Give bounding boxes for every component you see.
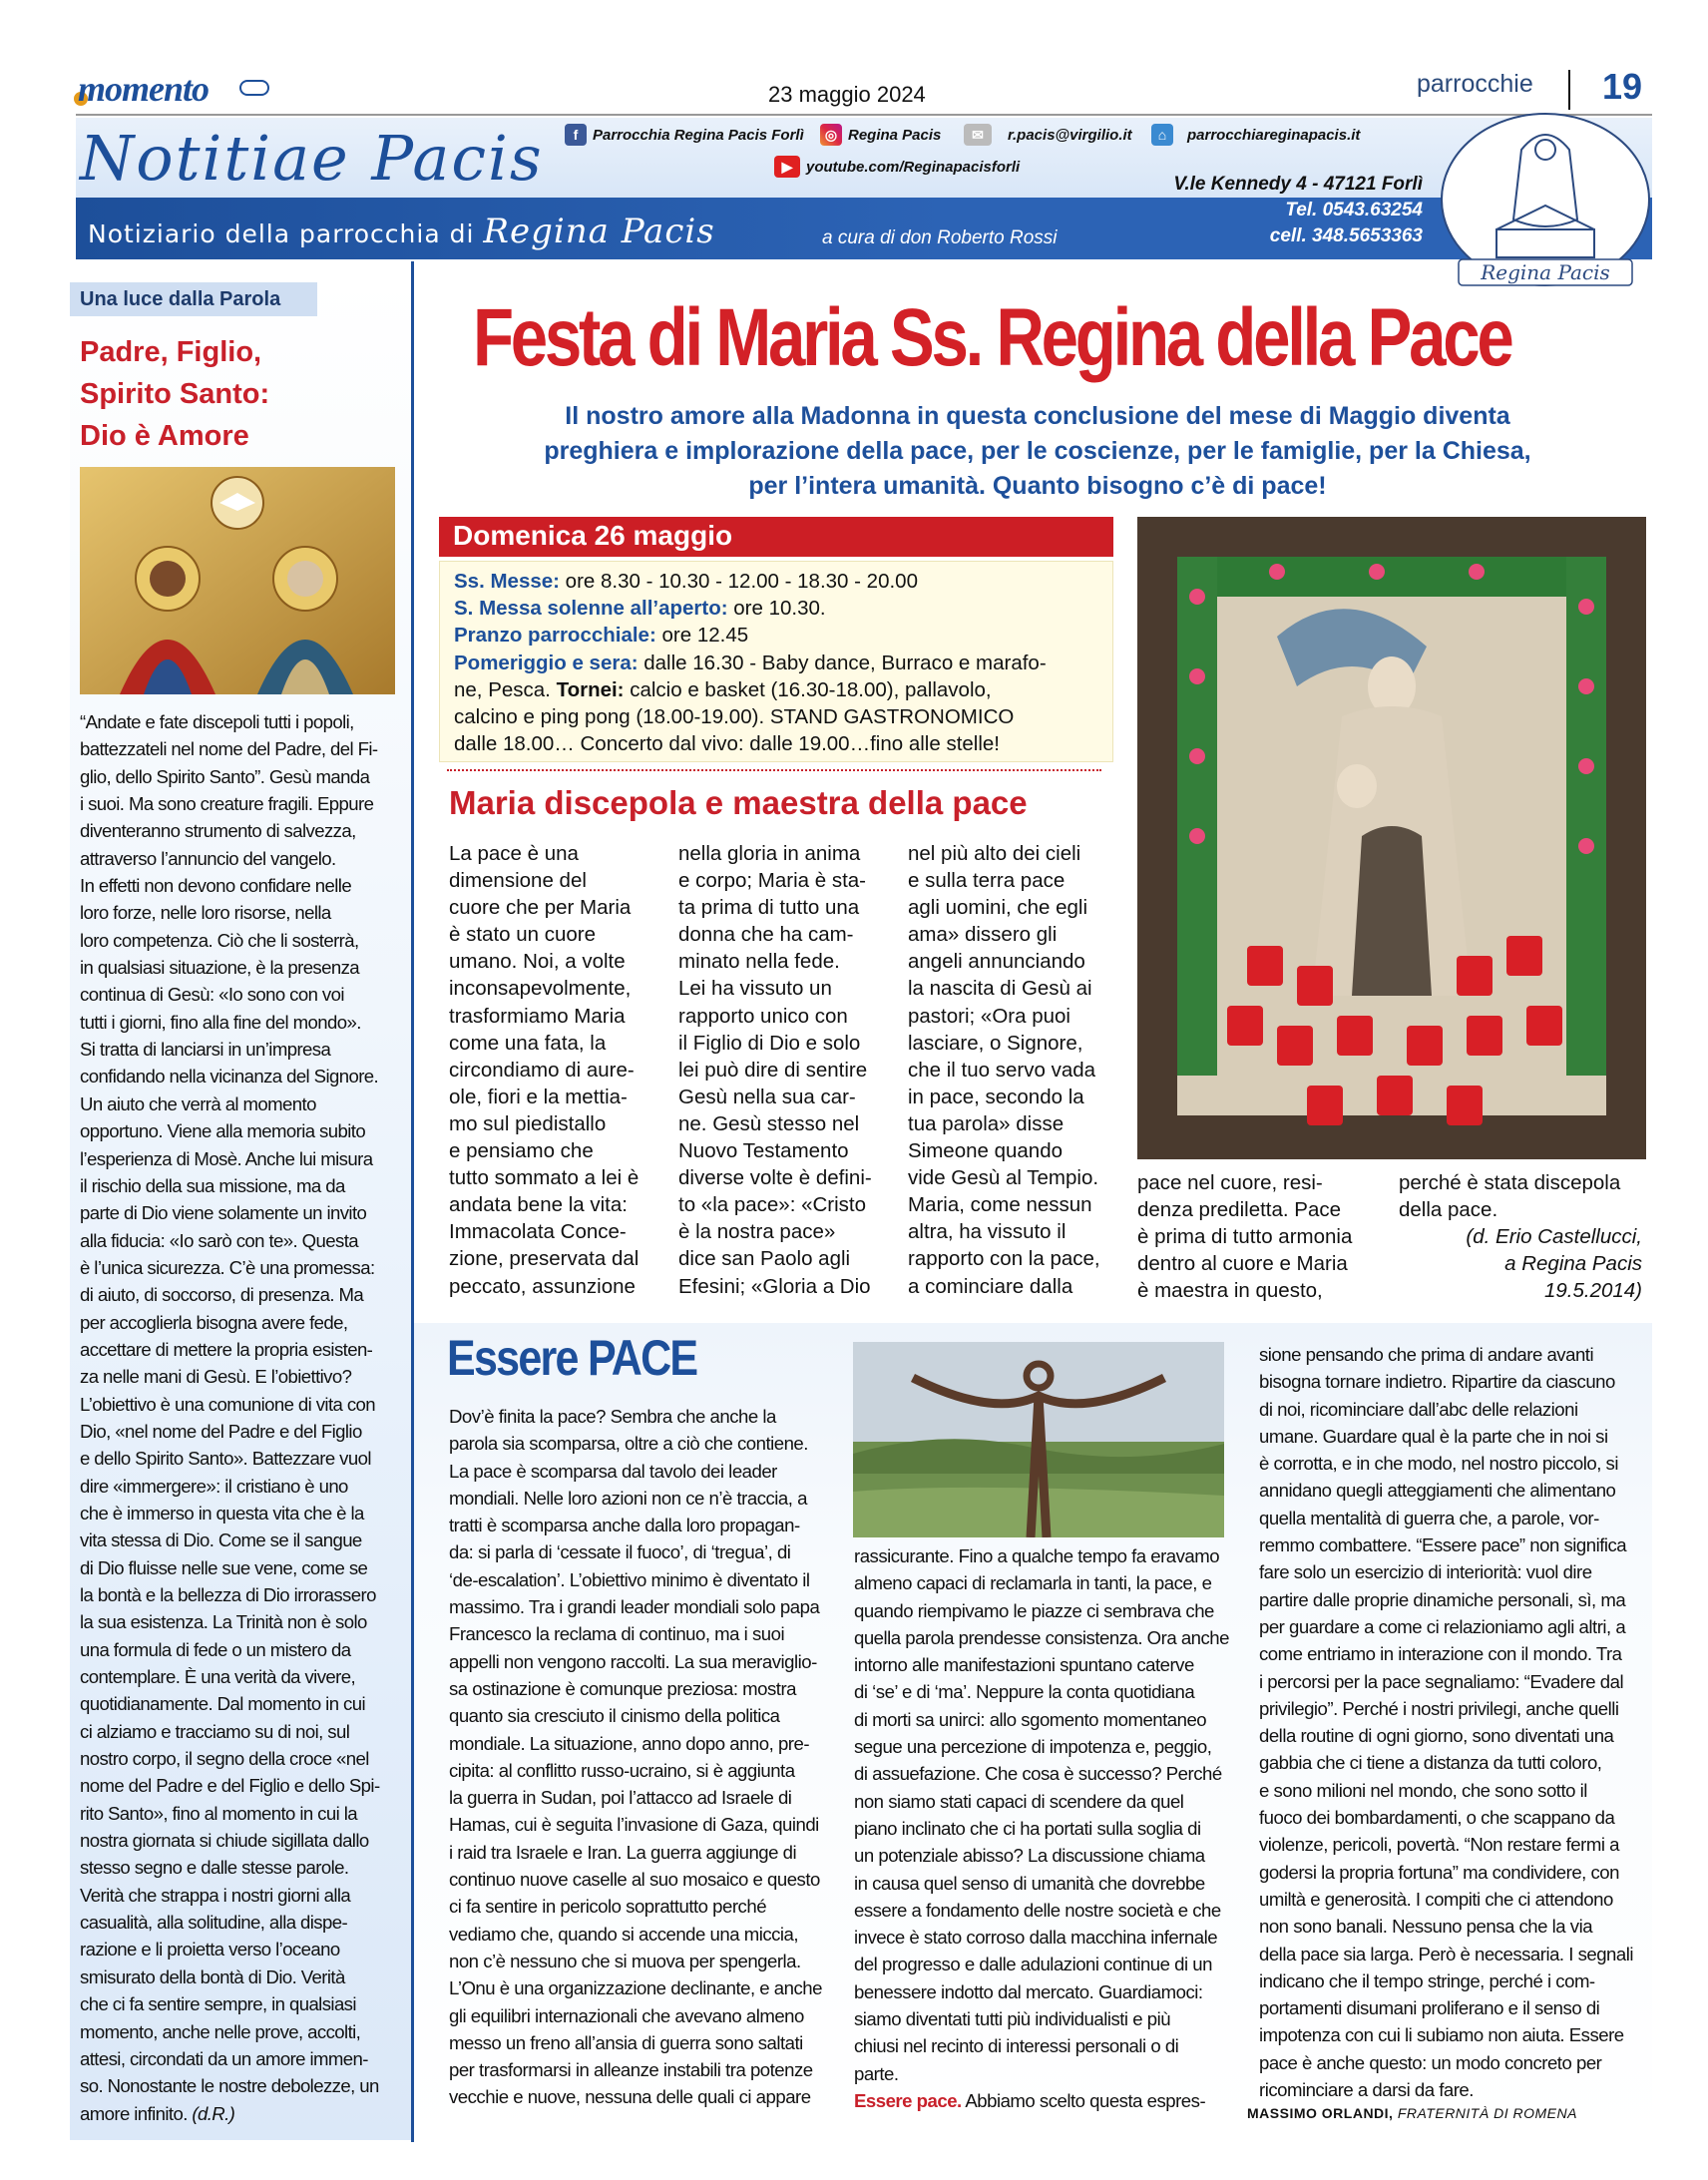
pace-line: remmo combattere. “Essere pace” non significa [1259,1534,1627,1556]
article-column [678,840,872,1300]
article-line: zione, preservata dal [449,1247,640,1271]
left-text-line: e dello Spirito Santo». Battezzare vuol [80,1448,371,1470]
event-schedule [439,561,1113,762]
pace-line: parte. [854,2062,899,2084]
left-text-line: dire «immergere»: il cristiano è uno [80,1475,348,1497]
pace-line: la guerra in Sudan, poi l’attacco ad Israele di [449,1787,792,1809]
left-heading [80,331,399,457]
pace-line: quella mentalità di guerra che, a parole, vor- [1259,1507,1599,1528]
website-link[interactable] [1151,124,1360,146]
article-line: trasformiamo Maria [449,1004,626,1028]
pace-line: quella parola prendesse consistenza. Ora anche [854,1626,1229,1648]
schedule-value: ore 8.30 - 10.30 - 12.00 - 18.30 - 20.00 [559,570,918,593]
left-text-line: per accoglierla bisogna avere fede, [80,1311,348,1333]
credit-line: a Regina Pacis [1504,1252,1642,1276]
article-line: il Figlio di Dio e solo [678,1031,861,1055]
left-text-line: attesi, circondati da un amore immen- [80,2047,368,2069]
pace-emphasis: Essere pace. [854,2089,962,2111]
left-text-line: l’esperienza di Mosè. Anche lui misura [80,1147,373,1169]
feature-title: Festa di Maria Ss. Regina della Pace [473,292,1511,383]
schedule-value: ore 10.30. [727,597,826,621]
section-divider [1568,70,1570,110]
pace-line: della pace sia larga. Però è necessaria. I segnali [1259,1943,1634,1964]
article-line: è prima di tutto armonia [1137,1225,1353,1249]
rubric-label: Una luce dalla Parola [70,282,317,316]
left-text-line: parte di Dio viene solamente un invito [80,1202,367,1224]
left-text-line: Dio, «nel nome del Padre e del Figlio [80,1420,362,1442]
article-column [449,840,639,1300]
article-line: e corpo; Maria è sta- [678,869,866,893]
left-text-line: alla fiducia: «Io sarò con te». Questa [80,1229,359,1251]
left-text-line: quotidianamente. Dal momento in cui [80,1693,365,1715]
pace-line: fare solo un esercizio di interiorità: vuol dire [1259,1561,1592,1583]
page-number: 19 [1602,66,1643,107]
left-text-line: smisurato della bontà di Dio. Verità [80,1965,345,1987]
article-line: inconsapevolmente, [449,977,632,1001]
pace-line: e sono milioni nel mondo, che sono sotto il [1259,1779,1587,1801]
article-line: andata bene la vita: [449,1193,628,1217]
article-line: dimensione del [449,869,587,893]
left-text-line: è l’unica sicurezza. C’è una promessa: [80,1256,375,1278]
left-text-line: in qualsiasi situazione, è la presenza [80,957,360,979]
credit-line: (d. Erio Castellucci, [1466,1225,1642,1248]
pace-line: gli equilibri internazionali che avevano almeno [449,2004,804,2026]
pace-line: massimo. Tra i grandi leader mondiali solo papa [449,1596,820,1618]
article-line: mo sul piedistallo [449,1111,607,1135]
pace-column [1259,1341,1633,2103]
parish-emblem [1437,110,1654,294]
article-column [1137,1169,1352,1304]
article-line: ta prima di tutto una [678,896,860,920]
pace-line: di ‘se’ e di ‘ma’. Neppure la conta quotidiana [854,1681,1195,1703]
article-line: tutto sommato a lei è [449,1166,640,1190]
pace-line: quando riempivamo le piazze ci sembrava che [854,1599,1214,1621]
article-line: in pace, secondo la [908,1085,1084,1108]
left-text-line: “Andate e fate discepoli tutti i popoli, [80,711,354,732]
left-text-line: Verità che strappa i nostri giorni alla [80,1884,351,1906]
cross-sculpture-photo [853,1342,1224,1537]
article-line: perché è stata discepola [1399,1171,1621,1194]
pace-line: almeno capaci di reclamarla in tanti, la pace, e [854,1572,1212,1594]
left-text-line: Si tratta di lanciarsi in un’impresa [80,1039,331,1061]
article-line: umano. Noi, a volte [449,950,626,974]
brand-logo: momento [78,69,210,109]
left-text-line: amore infinito. (d.R.) [80,2102,235,2124]
article-line: circondiamo di aure- [449,1058,635,1082]
youtube-link[interactable] [774,156,1020,178]
pace-line: Dov’è finita la pace? Sembra che anche la [449,1406,776,1427]
pace-line: ci fa sentire in pericolo soprattutto perché [449,1896,767,1918]
left-text-line: loro competenza. Ciò che li sosterrà, [80,929,359,951]
article-line: Maria, come nessun [908,1193,1092,1217]
dotted-divider [447,769,1101,771]
pace-line: intorno alle manifestazioni spuntano caterve [854,1654,1194,1676]
feature-subtitle-line: preghiera e implorazione della pace, per le coscienze, per le famiglie, per la Chiesa, [544,437,1531,465]
curator: a cura di don Roberto Rossi [822,227,1058,248]
left-text-line: che è immerso in questa vita che è la [80,1502,364,1524]
schedule-key: Pranzo parrocchiale: [454,624,656,648]
article-line: della pace. [1399,1198,1498,1222]
facebook-link[interactable] [565,124,804,146]
article-line: dice san Paolo agli [678,1247,851,1271]
left-text-line: confidando nella vicinanza del Signore. [80,1066,379,1088]
pace-line: mondiali. Nelle loro azioni non ce n’è traccia, a [449,1487,807,1509]
left-text-line: razione e li proietta verso l’oceano [80,1939,340,1961]
pace-line: Hamas, cui è seguita l’invasione di Gaza, quindi [449,1814,819,1836]
article-column [908,840,1100,1300]
pace-line: essere a fondamento delle nostre società e che [854,1899,1221,1921]
left-text-line: di Dio fluisse nelle sue vene, come se [80,1556,368,1578]
left-article-text [80,708,409,2127]
pace-line: gabbia che ci tiene a distanza da tutti coloro, [1259,1752,1602,1774]
pace-line: sa ostinazione è comunque preziosa: mostra [449,1677,796,1699]
article-line: tua parola» disse [908,1111,1065,1135]
pace-line: come entriamo in interazione con il mondo. Tra [1259,1643,1622,1665]
article-line: è stato un cuore [449,923,597,947]
pace-line: invece è stato corroso dalla macchina infernale [854,1927,1218,1949]
pace-line: mondiale. La situazione, anno dopo anno, pre- [449,1732,810,1754]
left-text-line: casualità, alla solitudine, alla dispe- [80,1912,348,1934]
left-signature: (d.R.) [187,2102,235,2124]
pace-line: vediamo che, quando si accende una miccia, [449,1923,799,1945]
article-line: Lei ha vissuto un [678,977,832,1001]
article-line: peccato, assunzione [449,1274,636,1298]
address-line: V.le Kennedy 4 - 47121 Forlì [1173,174,1423,195]
pace-line: chiusi nel recinto di interessi personali o di [854,2035,1179,2057]
schedule-key: Ss. Messe: [454,570,560,593]
article-line: che il tuo servo vada [908,1058,1096,1082]
article-line: ne. Gesù stesso nel [678,1111,860,1135]
article-line: è la nostra pace» [678,1220,836,1244]
pace-line: non siamo stati capaci di scendere da quel [854,1790,1184,1812]
left-text-line: momento, anche nelle prove, accolti, [80,2020,361,2042]
left-text-line: la bontà e la bellezza di Dio irrorassero [80,1584,376,1605]
instagram-link[interactable] [820,124,941,146]
pace-line: violenze, pericoli, povertà. “Non restare fermi a [1259,1834,1619,1856]
facebook-icon: f [565,124,587,146]
article-line: lasciare, o Signore, [908,1031,1083,1055]
left-text-line: attraverso l’annuncio del vangelo. [80,847,336,869]
pace-line: da: si parla di ‘cessate il fuoco’, di ‘tregua’, di [449,1541,791,1563]
youtube-label: youtube.com/Reginapacisforli [806,158,1021,176]
article-line: to «la pace»: «Cristo [678,1193,867,1217]
article-line: e sulla terra pace [908,869,1066,893]
article-line: La pace è una [449,842,579,865]
pace-line: indicano che il tempo stringe, perché i com- [1259,1969,1595,1991]
left-text-line: stesso segno e dalle stesse parole. [80,1857,349,1879]
pace-line: portamenti disumani proliferano e il senso di [1259,1997,1600,2019]
pace-title: Essere PACE [447,1330,697,1386]
left-text-line: una formula di fede o un mistero da [80,1638,351,1660]
schedule-key: S. Messa solenne all’aperto: [454,597,728,621]
pace-line: i percorsi per la pace segnaliamo: “Evadere dal [1259,1670,1624,1692]
article-line: Efesini; «Gloria a Dio [678,1274,871,1298]
pace-line: partire dalle proprie dinamiche personali, sì, ma [1259,1588,1626,1610]
left-heading-line: Padre, Figlio, [80,336,262,368]
pace-line: non c’è nessuno che si muova per spengerla. [449,1950,801,1971]
web-icon: ⌂ [1151,124,1173,146]
left-text-line: In effetti non devono confidare nelle [80,875,352,897]
article-line: a cominciare dalla [908,1274,1073,1298]
article-line: diverse volte è defini- [678,1166,872,1190]
left-text-line: tutti i giorni, fino alla fine del mondo». [80,1011,361,1033]
article-line: Immacolata Conce- [449,1220,627,1244]
statue-photo [1137,517,1646,1159]
pace-line: di morti sa unirci: allo sgomento momentaneo [854,1708,1207,1730]
feature-subtitle-line: Il nostro amore alla Madonna in questa conclusione del mese di Maggio diventa [565,402,1510,430]
pace-line: annidano quegli atteggiamenti che alimentano [1259,1480,1616,1502]
feature-subtitle-line: per l’intera umanità. Quanto bisogno c’è di pace! [748,472,1327,500]
left-text-line: diventeranno strumento di salvezza, [80,820,356,842]
left-text-line: L’obiettivo è una comunione di vita con [80,1393,376,1415]
trinity-icon-image [80,467,395,694]
schedule-value: dalle 16.30 - Baby dance, Burraco e marafo- [638,651,1047,674]
pace-line: privilegio”. Perché i nostri privilegi, anche quelli [1259,1697,1619,1719]
article-line: cuore che per Maria [449,896,632,920]
logo-mark-icon [239,80,269,96]
pace-line: della routine di ogni giorno, sono diventati una [1259,1725,1614,1747]
credit-line: 19.5.2014) [1543,1279,1642,1303]
schedule-value: ore 12.45 [655,624,749,648]
left-text-line: che ci fa sentire sempre, in qualsiasi [80,1993,356,2015]
left-text-line: accettare di mettere la propria esisten- [80,1338,373,1360]
pace-line: umiltà e generosità. I compiti che ci attendono [1259,1888,1613,1910]
parish-address [1147,172,1423,249]
article-line: altra, ha vissuto il [908,1220,1067,1244]
pace-line: vecchie e nuove, nessuna delle quali ci appare [449,2086,811,2108]
newsletter-subtitle [88,212,715,251]
pace-line: del progresso e dalle adulazioni continue di un [854,1954,1212,1975]
left-text-line: i suoi. Ma sono creature fragili. Eppure [80,793,374,815]
article-line: angeli annunciando [908,950,1085,974]
feature-subtitle [459,399,1616,504]
event-date: Domenica 26 maggio [439,517,1113,557]
article-title: Maria discepola e maestra della pace [449,784,1028,821]
left-text-line: glio, dello Spirito Santo”. Gesù manda [80,765,370,787]
email-label: r.pacis@virgilio.it [1008,126,1132,144]
phone-line: Tel. 0543.63254 [1285,200,1423,220]
left-text-line: so. Nonostante le nostre debolezze, un [80,2075,379,2097]
pace-line: pace è anche questo: un modo concreto per [1259,2051,1602,2073]
newsletter-title: Notitiae Pacis [80,122,544,195]
pace-line: godersi la propria fortuna” ma condividere, con [1259,1861,1619,1883]
pace-line: Francesco la reclama di continuo, ma i suoi [449,1623,785,1645]
pace-line: cipita: al conflitto russo-ucraino, si è aggiunta [449,1759,795,1781]
pace-line: ‘de-escalation’. L’obiettivo minimo è diventato il [449,1568,810,1590]
pace-line: un potenziale abisso? La discussione chiama [854,1845,1205,1867]
article-credit [1397,1223,1642,1304]
pace-line: non sono banali. Nessuno pensa che la via [1259,1916,1593,1938]
schedule-value: calcio e basket (16.30-18.00), pallavolo, [624,677,992,701]
pace-text: Abbiamo scelto questa espres- [961,2089,1206,2111]
parish-name: Regina Pacis [483,212,715,251]
emblem-text: Regina Pacis [1481,260,1610,284]
section-name: parrocchie [1417,70,1533,98]
pace-line: rassicurante. Fino a qualche tempo fa eravamo [854,1545,1220,1566]
pace-line: messo un freno all’ansia di guerra sono saltati [449,2031,803,2053]
article-line: ole, fiori e la mettia- [449,1085,628,1108]
article-line: pace nel cuore, resi- [1137,1171,1323,1194]
pace-line: i raid tra Israele e Iran. La guerra aggiunge di [449,1841,797,1863]
left-text-line: rito Santo», fino al momento in cui la [80,1802,357,1824]
left-text-line: Un aiuto che verrà al momento [80,1092,316,1114]
pace-line: quanto sia cresciuto il cinismo della politica [449,1705,780,1727]
article-line: rapporto unico con [678,1004,848,1028]
pace-column [449,1403,822,2111]
left-text-line: vita stessa di Dio. Come se il sangue [80,1529,362,1551]
mail-icon: ✉ [964,124,992,146]
left-text-line: il rischio della sua missione, ma da [80,1174,345,1196]
pace-line: continuo nuove caselle al suo mosaico e questo [449,1869,820,1891]
article-column [1399,1169,1620,1223]
author-name: MASSIMO ORLANDI, [1247,2105,1394,2121]
pace-line: appelli non vengono raccolti. La sua meraviglio- [449,1650,817,1672]
pace-line: segue una percezione di impotenza e, peggio, [854,1736,1212,1758]
left-text-line: continua di Gesù: «Io sono con voi [80,984,344,1006]
article-line: rapporto con la pace, [908,1247,1100,1271]
pace-line: piano inclinato che ci ha portati sulla soglia di [854,1817,1201,1839]
pace-line: parola sia scomparsa, oltre a ciò che contiene. [449,1433,808,1455]
left-text-line: nostra giornata si chiude sigillata dallo [80,1830,369,1852]
instagram-label: Regina Pacis [848,126,942,144]
pace-line: per trasformarsi in alleanze instabili tra potenze [449,2059,813,2081]
youtube-icon: ▶ [774,156,800,178]
article-line: minato nella fede. [678,950,840,974]
article-line: è maestra in questo, [1137,1279,1323,1303]
pace-line: siamo diventati tutti più individualisti e più [854,2008,1171,2030]
article-line: dentro al cuore e Maria [1137,1252,1348,1276]
left-text-line: la sua esistenza. La Trinità non è solo [80,1611,367,1633]
article-line: nel più alto dei cieli [908,842,1081,865]
issue-date: 23 maggio 2024 [768,82,926,107]
pace-line: di assuefazione. Che cosa è successo? Perché [854,1763,1222,1785]
email-link[interactable] [964,124,1132,146]
facebook-label: Parrocchia Regina Pacis Forlì [593,126,804,144]
pace-line: umane. Guardare qual è la parte che in noi si [1259,1425,1608,1447]
article-line: lei può dire di sentire [678,1058,868,1082]
schedule-value: ne, Pesca. [454,677,557,701]
left-text-line: ci alziamo e tracciamo su di noi, sul [80,1720,350,1742]
pace-line: bisogna tornare indietro. Ripartire da ciascuno [1259,1371,1615,1393]
article-line: e pensiamo che [449,1139,594,1163]
article-line: Gesù nella sua car- [678,1085,856,1108]
author-role: FRATERNITÀ DI ROMENA [1397,2105,1577,2121]
article-line: denza prediletta. Pace [1137,1198,1341,1222]
schedule-key: Pomeriggio e sera: [454,651,639,674]
article-line: agli uomini, che egli [908,896,1088,920]
pace-line: L’Onu è una organizzazione declinante, e anche [449,1977,822,1999]
article-line: Nuovo Testamento [678,1139,849,1163]
header-rule [76,114,1652,116]
author-signature [1247,2105,1577,2121]
left-text-line: loro forze, nelle loro risorse, nella [80,902,331,924]
schedule-value: calcino e ping pong (18.00-19.00). STAND GASTRONOMICO [454,705,1015,729]
left-heading-line: Dio è Amore [80,420,249,452]
left-text-line: nostro corpo, il segno della croce «nel [80,1748,369,1770]
pace-line: per guardare a come ci relazioniamo agli altri, a [1259,1615,1626,1637]
schedule-key: Tornei: [556,677,625,701]
pace-line: sione pensando che prima di andare avanti [1259,1344,1594,1365]
pace-column [854,1542,1229,2114]
left-text-line: za nelle mani di Gesù. E l’obiettivo? [80,1366,352,1388]
left-text-line: nome del Padre e del Figlio e dello Spi- [80,1775,380,1797]
article-line: la nascita di Gesù ai [908,977,1092,1001]
pace-line: di noi, ricominciare dall’abc delle relazioni [1259,1398,1578,1420]
article-line: Simeone quando [908,1139,1064,1163]
pace-line: fuoco dei bombardamenti, o che scappano da [1259,1807,1615,1829]
schedule-value: dalle 18.00… Concerto dal vivo: dalle 19.00…fino alle stelle! [454,732,1000,756]
left-heading-line: Spirito Santo: [80,378,270,410]
article-line: come una fata, la [449,1031,607,1055]
pace-line: benessere indotto dal mercato. Guardiamoci: [854,1980,1203,2002]
cell-line: cell. 348.5653363 [1269,225,1423,246]
pace-line: tratti è scomparsa anche dalla loro propagan- [449,1515,800,1536]
pace-line [854,2087,1229,2114]
pace-line: impotenza con cui li subiamo non aiuta. Essere [1259,2024,1624,2046]
pace-line: è corrotta, e in che modo, nel nostro piccolo, si [1259,1453,1618,1475]
pace-line: ricominciare a darsi da fare. [1259,2079,1474,2101]
left-text-line: battezzateli nel nome del Padre, del Fi- [80,738,378,760]
article-line: pastori; «Ora puoi [908,1004,1070,1028]
article-line: nella gloria in anima [678,842,861,865]
pace-line: in causa quel senso di umanità che dovrebbe [854,1872,1205,1894]
website-label: parrocchiareginapacis.it [1187,126,1361,144]
left-text-line: di aiuto, di soccorso, di presenza. Ma [80,1284,364,1306]
subtitle-prefix: Notiziario della parrocchia di [88,219,475,248]
pace-line: La pace è scomparsa dal tavolo dei leader [449,1460,777,1482]
article-line: vide Gesù al Tempio. [908,1166,1099,1190]
left-text-line: opportuno. Viene alla memoria subito [80,1120,366,1142]
instagram-icon: ◎ [820,124,842,146]
article-line: donna che ha cam- [678,923,854,947]
left-text-line: contemplare. È una verità da vivere, [80,1666,356,1688]
article-line: ama» dissero gli [908,923,1058,947]
